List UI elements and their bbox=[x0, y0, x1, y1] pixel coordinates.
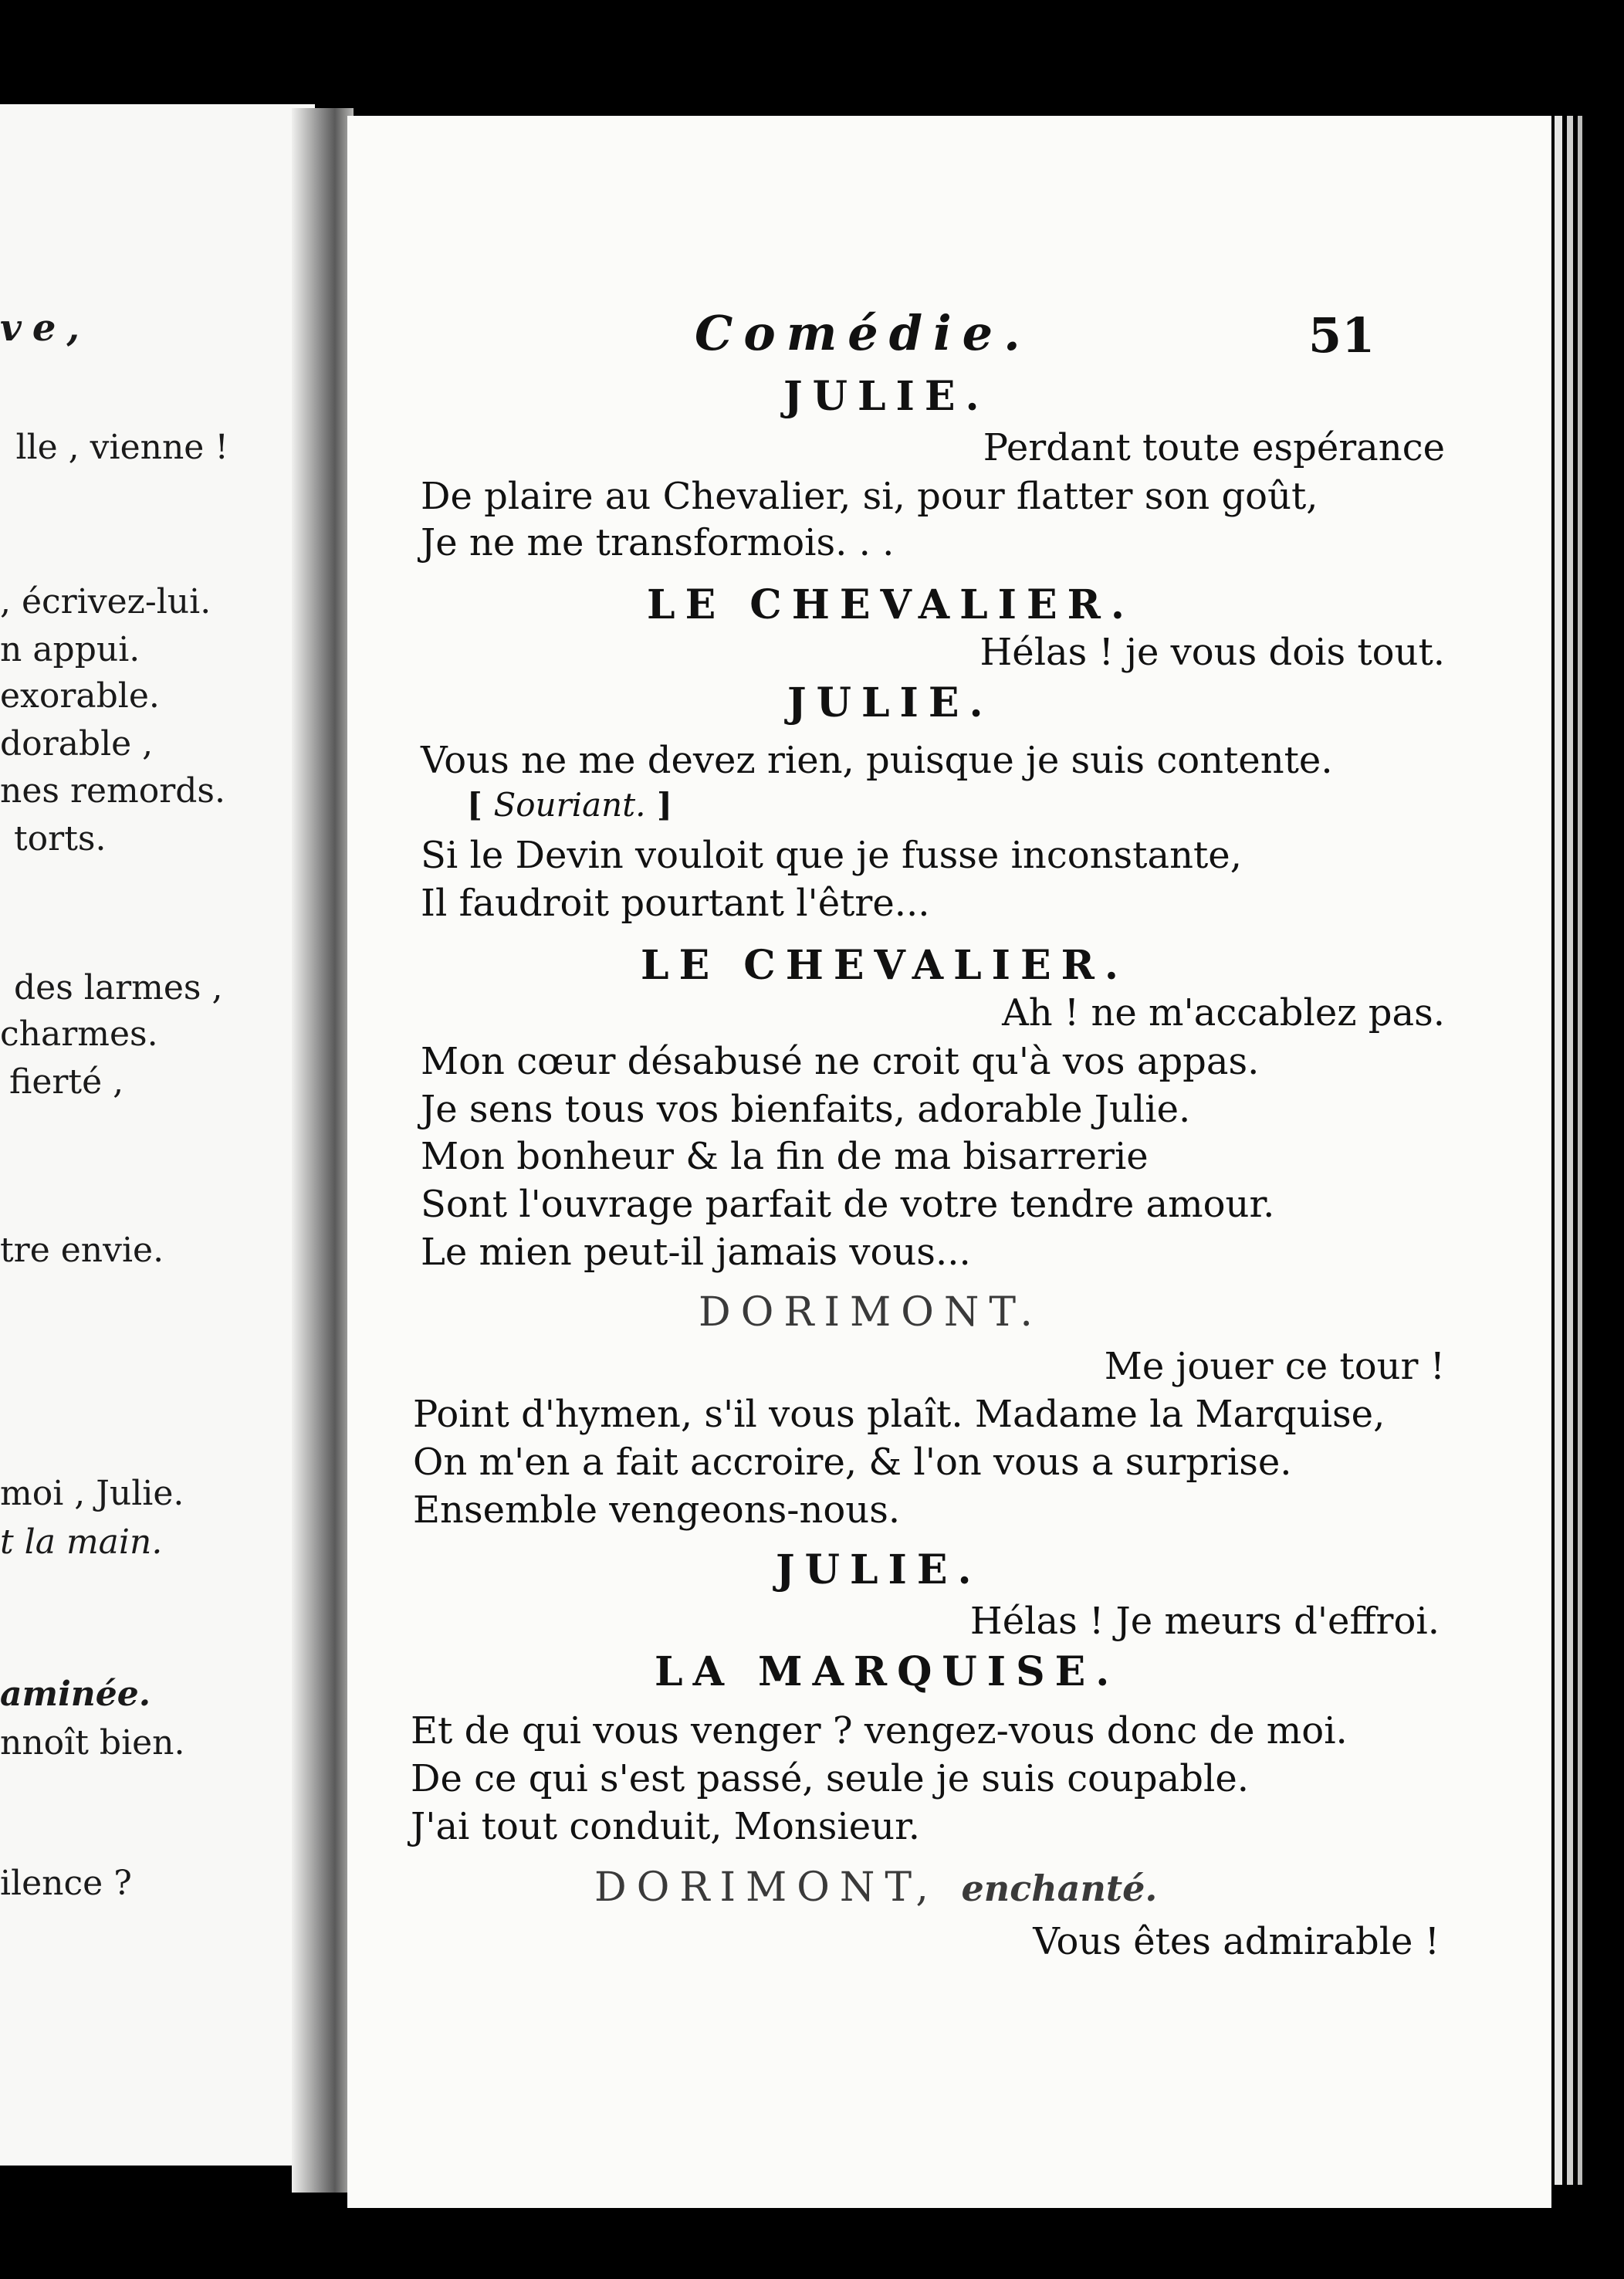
left-line: , écrivez-lui. bbox=[0, 582, 211, 621]
stage-direction-text: Souriant. bbox=[493, 786, 646, 824]
left-line: lle , vienne ! bbox=[15, 428, 228, 467]
speaker-julie: JULIE. bbox=[776, 1546, 982, 1593]
verse-line: Mon bonheur & la fin de ma bisarrerie bbox=[421, 1135, 1149, 1178]
speaker-julie: JULIE. bbox=[783, 373, 990, 420]
left-page bbox=[0, 104, 315, 2166]
verse-line: Mon cœur désabusé ne croit qu'à vos appas. bbox=[421, 1040, 1260, 1083]
verse-line: J'ai tout conduit, Monsieur. bbox=[411, 1805, 920, 1848]
verse-line: Hélas ! Je meurs d'effroi. bbox=[969, 1600, 1440, 1643]
verse-line: Ah ! ne m'accablez pas. bbox=[1002, 991, 1445, 1035]
verse-line: Il faudroit pourtant l'être... bbox=[421, 882, 930, 925]
page-edge bbox=[1555, 116, 1562, 2185]
verse-line: Le mien peut-il jamais vous... bbox=[421, 1231, 971, 1274]
verse-line: Me jouer ce tour ! bbox=[1104, 1345, 1445, 1388]
left-line: nes remords. bbox=[0, 771, 225, 811]
right-page bbox=[347, 116, 1551, 2208]
speaker-julie: JULIE. bbox=[787, 679, 993, 726]
stage-direction: [ Souriant. ] bbox=[467, 786, 672, 824]
verse-line: Point d'hymen, s'il vous plaît. Madame la Marquise, bbox=[413, 1393, 1385, 1436]
left-line: nnoît bien. bbox=[0, 1723, 185, 1763]
left-line: moi , Julie. bbox=[0, 1474, 184, 1513]
speaker-chevalier: LE CHEVALIER. bbox=[641, 942, 1128, 989]
page-number: 51 bbox=[1308, 307, 1375, 364]
page-edge bbox=[1567, 116, 1573, 2185]
verse-line: Et de qui vous venger ? vengez-vous donc de moi. bbox=[411, 1709, 1348, 1752]
left-line: charmes. bbox=[0, 1014, 158, 1054]
verse-line: Sont l'ouvrage parfait de votre tendre amour. bbox=[421, 1183, 1275, 1226]
verse-line: Ensemble vengeons-nous. bbox=[413, 1488, 901, 1532]
verse-line: Je ne me transformois. . . bbox=[421, 521, 895, 564]
left-line: exorable. bbox=[0, 676, 160, 716]
verse-line: Si le Devin vouloit que je fusse inconstante, bbox=[421, 834, 1242, 877]
verse-line: On m'en a fait accroire, & l'on vous a surprise. bbox=[413, 1441, 1292, 1484]
speaker-dorimont: DORIMONT. bbox=[699, 1289, 1043, 1336]
left-line: ve, bbox=[0, 306, 91, 350]
verse-line: De plaire au Chevalier, si, pour flatter son goût, bbox=[421, 475, 1318, 518]
page-edge bbox=[1578, 116, 1582, 2185]
left-line: t la main. bbox=[0, 1522, 163, 1562]
verse-line: De ce qui s'est passé, seule je suis coupable. bbox=[411, 1757, 1249, 1800]
verse-line: Je sens tous vos bienfaits, adorable Julie. bbox=[421, 1088, 1191, 1131]
verse-line: Vous ne me devez rien, puisque je suis contente. bbox=[421, 739, 1333, 782]
speaker-marquise: LA MARQUISE. bbox=[655, 1648, 1120, 1695]
verse-line: Hélas ! je vous dois tout. bbox=[979, 631, 1445, 674]
speaker-manner: enchanté. bbox=[961, 1868, 1158, 1909]
left-line: aminée. bbox=[0, 1675, 151, 1714]
left-line: ilence ? bbox=[0, 1864, 132, 1903]
left-line: tre envie. bbox=[0, 1231, 164, 1270]
left-line: des larmes , bbox=[14, 968, 223, 1007]
book-gutter bbox=[292, 108, 354, 2193]
left-line: torts. bbox=[14, 819, 107, 858]
speaker-dorimont bbox=[594, 1864, 1157, 1911]
verse-line: Vous êtes admirable ! bbox=[1033, 1920, 1440, 1963]
left-line: dorable , bbox=[0, 724, 154, 764]
left-line: fierté , bbox=[9, 1062, 124, 1102]
speaker-chevalier: LE CHEVALIER. bbox=[647, 581, 1135, 628]
left-line: n appui. bbox=[0, 630, 140, 669]
speaker-name: DORIMONT, bbox=[594, 1864, 939, 1911]
verse-line: Perdant toute espérance bbox=[983, 426, 1445, 469]
running-head: Comédie. bbox=[695, 305, 1031, 361]
